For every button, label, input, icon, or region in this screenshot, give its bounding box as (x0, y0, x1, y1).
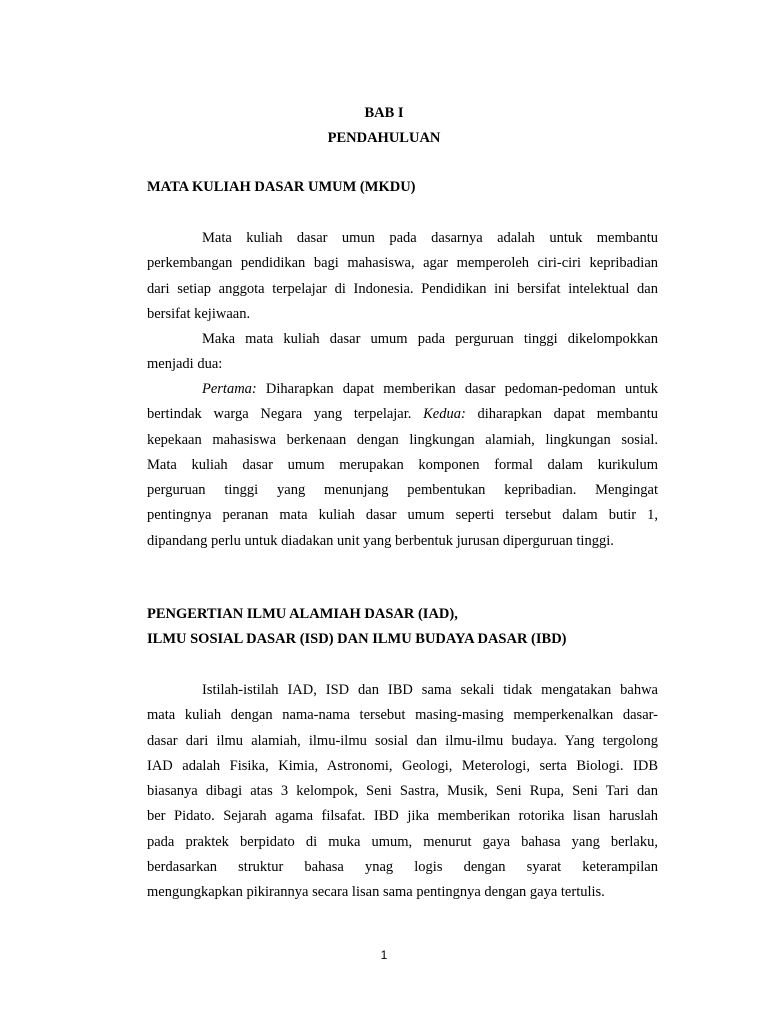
text-fragment: Diharapkan dapat memberikan dasar pedoman-pedoman untuk (256, 381, 658, 397)
text-line: Mata kuliah dasar umun pada dasarnya adalah untuk membantu (202, 230, 658, 246)
section-title-mkdu: MATA KULIAH DASAR UMUM (MKDU) (147, 179, 416, 195)
section-title-iad-isd-ibd (147, 602, 667, 652)
section-title-line: ILMU SOSIAL DASAR (ISD) DAN ILMU BUDAYA DASAR (IBD) (147, 631, 567, 647)
text-line: Istilah-istilah IAD, ISD dan IBD sama sekali tidak mengatakan bahwa (202, 682, 658, 698)
paragraph-mkdu-groups (147, 327, 658, 378)
text-line: pentingnya peranan mata kuliah dasar umum seperti tersebut dalam butir 1, (147, 507, 658, 524)
text-line: Mata kuliah dasar umum merupakan komponen formal dalam kurikulum (147, 456, 658, 473)
text-line: ber Pidato. Sejarah agama filsafat. IBD jika memberikan rotorika lisan haruslah (147, 808, 658, 825)
text-line: IAD adalah Fisika, Kimia, Astronomi, Geologi, Meterologi, serta Biologi. IDB (147, 757, 658, 774)
kedua-label: Kedua: (423, 406, 466, 423)
pertama-label: Pertama: (202, 381, 257, 397)
text-line: perguruan tinggi yang menunjang pembentukan kepribadian. Mengingat (147, 482, 658, 499)
text-line: biasanya dibagi atas 3 kelompok, Seni Sastra, Musik, Seni Rupa, Seni Tari dan (147, 783, 658, 800)
text-line: menjadi dua: (147, 356, 223, 373)
text-line (147, 377, 658, 402)
text-line: perkembangan pendidikan bagi mahasiswa, agar memperoleh ciri-ciri kepribadian (147, 255, 658, 272)
section-title-line: PENGERTIAN ILMU ALAMIAH DASAR (IAD), (147, 606, 458, 622)
paragraph-iad-isd-ibd (147, 678, 658, 906)
chapter-label: BAB I (364, 105, 404, 121)
text-line: dari setiap anggota terpelajar di Indonesia. Pendidikan ini bersifat intelektual dan (147, 280, 658, 297)
text-line: pada praktek berpidato di muka umum, menurut gaya bahasa yang berlaku, (147, 833, 658, 850)
text-line: dipandang perlu untuk diadakan unit yang berbentuk jurusan diperguruan tinggi. (147, 532, 614, 549)
text-fragment: bertindak warga Negara yang terpelajar. (147, 406, 424, 423)
paragraph-mkdu-intro (147, 226, 658, 327)
text-line: Maka mata kuliah dasar umum pada perguruan tinggi dikelompokkan (202, 331, 658, 347)
text-line: bersifat kejiwaan. (147, 305, 251, 322)
paragraph-mkdu-details (147, 377, 658, 554)
text-fragment: diharapkan dapat membantu (465, 406, 658, 423)
chapter-title: PENDAHULUAN (327, 130, 441, 146)
text-line: berdasarkan struktur bahasa ynag logis dengan syarat keterampilan (147, 859, 658, 876)
text-line: kepekaan mahasiswa berkenaan dengan lingkungan alamiah, lingkungan sosial. (147, 431, 658, 448)
page-number: 1 (380, 948, 388, 962)
text-line: mata kuliah dengan nama-nama tersebut masing-masing memperkenalkan dasar- (147, 707, 658, 724)
text-line: mengungkapkan pikirannya secara lisan sama pentingnya dengan gaya tertulis. (147, 884, 605, 901)
text-line (147, 402, 658, 427)
text-line: dasar dari ilmu alamiah, ilmu-ilmu sosial dan ilmu-ilmu budaya. Yang tergolong (147, 732, 658, 749)
